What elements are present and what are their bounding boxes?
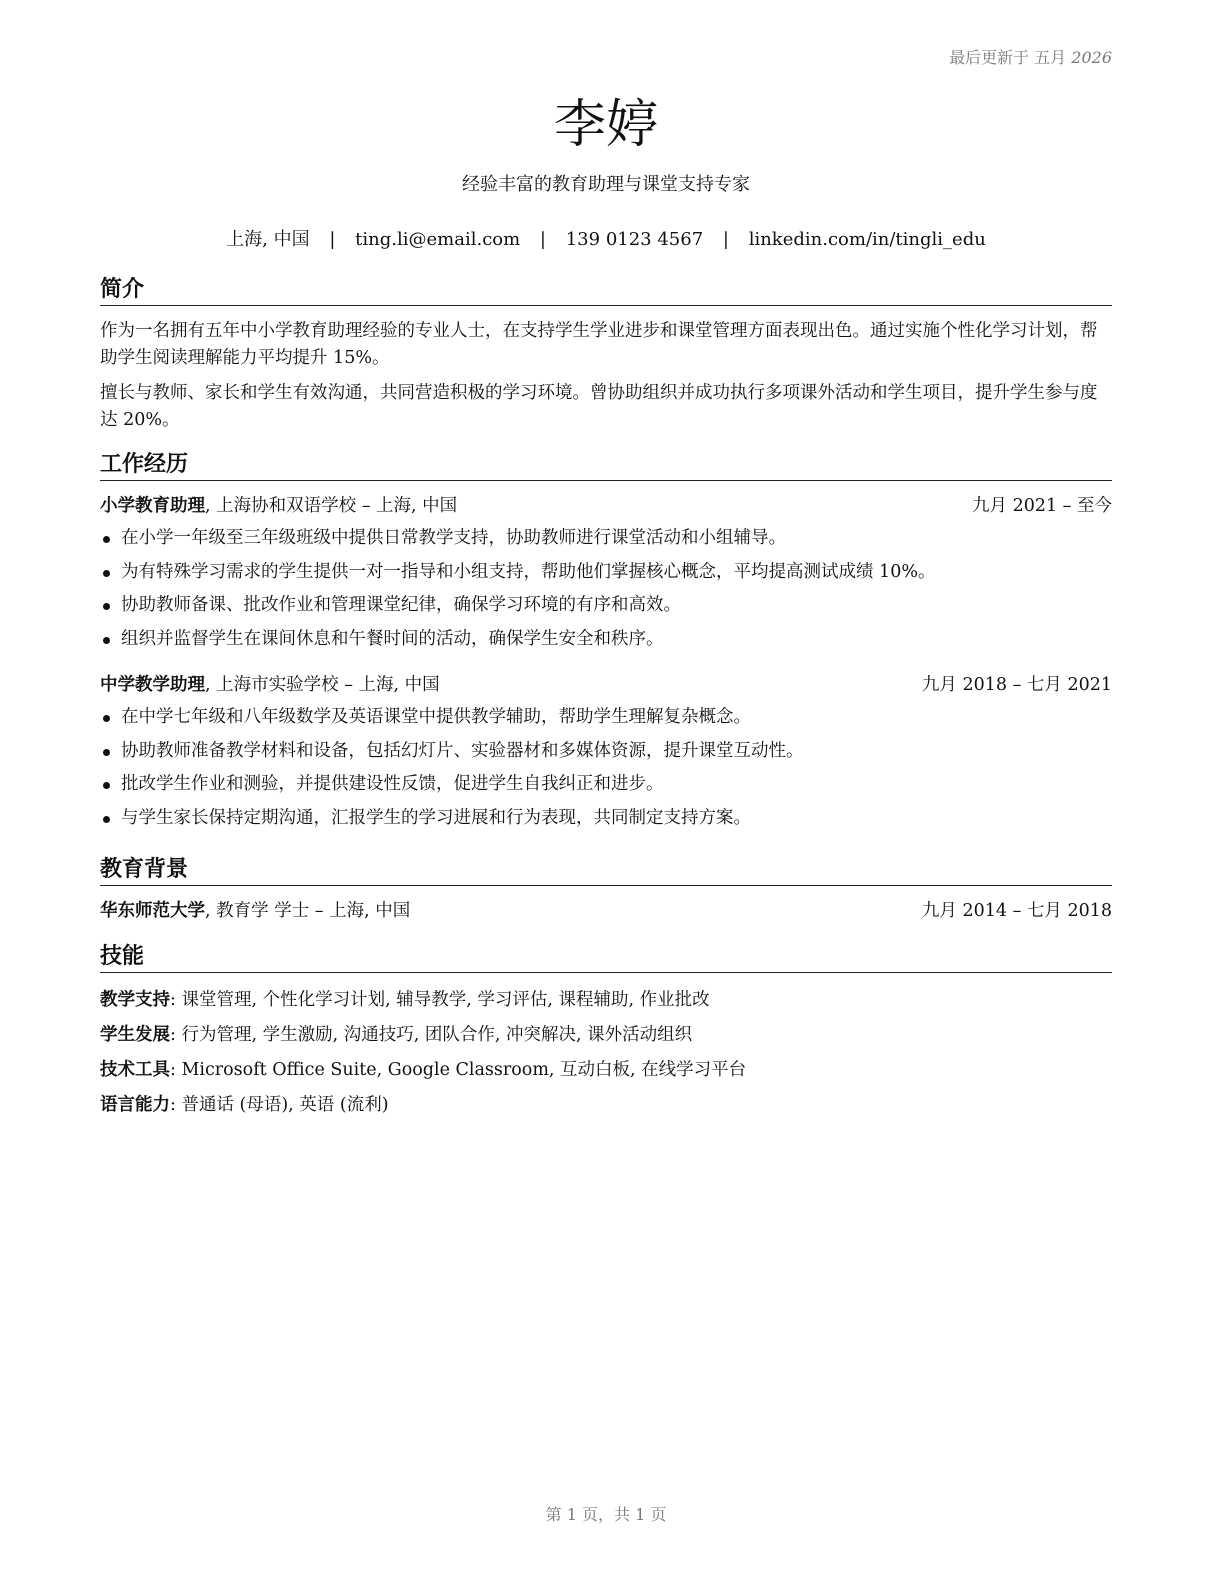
list-item: 与学生家长保持定期沟通，汇报学生的学习进展和行为表现，共同制定支持方案。 xyxy=(100,802,1112,836)
summary-paragraph: 擅长与教师、家长和学生有效沟通，共同营造积极的学习环境。曾协助组织并成功执行多项课外活动和学生项目，提升学生参与度达 20%。 xyxy=(100,383,1098,430)
skill-row xyxy=(100,1053,1112,1088)
education-school: 华东师范大学 xyxy=(100,901,205,921)
list-item: 协助教师准备教学材料和设备，包括幻灯片、实验器材和多媒体资源，提升课堂互动性。 xyxy=(100,735,1112,769)
skill-value: : 普通话 (母语), 英语 (流利) xyxy=(170,1095,389,1115)
skill-label: 语言能力 xyxy=(100,1095,170,1115)
education-dates: 九月 2014 – 七月 2018 xyxy=(921,901,1112,921)
list-item: 批改学生作业和测验，并提供建设性反馈，促进学生自我纠正和进步。 xyxy=(100,768,1112,802)
job-bullets xyxy=(100,522,1112,656)
list-item: 协助教师备课、批改作业和管理课堂纪律，确保学习环境的有序和高效。 xyxy=(100,589,1112,623)
last-updated xyxy=(949,45,1112,68)
skill-value: : 课堂管理, 个性化学习计划, 辅导教学, 学习评估, 课程辅助, 作业批改 xyxy=(170,990,710,1010)
list-item: 在小学一年级至三年级班级中提供日常教学支持，协助教师进行课堂活动和小组辅导。 xyxy=(100,522,1112,556)
contact-email[interactable]: ting.li@email.com xyxy=(355,229,521,250)
experience-section xyxy=(100,452,1112,835)
list-item: 为有特殊学习需求的学生提供一对一指导和小组支持，帮助他们掌握核心概念，平均提高测试成绩 10%。 xyxy=(100,556,1112,590)
section-title-summary: 简介 xyxy=(100,277,1112,306)
skill-label: 学生发展 xyxy=(100,1025,170,1045)
education-section xyxy=(100,857,1112,924)
education-line xyxy=(100,898,410,924)
last-updated-label: 最后更新于 五月 xyxy=(949,48,1067,67)
contact-line xyxy=(100,225,1112,251)
summary-paragraph: 作为一名拥有五年中小学教育助理经验的专业人士，在支持学生学业进步和课堂管理方面表现出色。通过实施个性化学习计划，帮助学生阅读理解能力平均提升 15%。 xyxy=(100,321,1098,368)
contact-location: 上海, 中国 xyxy=(226,229,310,250)
job-org: , 上海协和双语学校 – 上海, 中国 xyxy=(205,496,458,516)
last-updated-year: 2026 xyxy=(1071,48,1112,67)
candidate-subtitle: 经验丰富的教育助理与课堂支持专家 xyxy=(462,174,750,195)
job-header xyxy=(100,672,1112,698)
job-role: 小学教育助理 xyxy=(100,496,205,516)
candidate-name: 李婷 xyxy=(553,95,658,155)
job-dates: 九月 2018 – 七月 2021 xyxy=(921,675,1112,695)
contact-separator: | xyxy=(722,229,729,250)
job-bullets xyxy=(100,701,1112,835)
contact-separator: | xyxy=(539,229,546,250)
skill-row xyxy=(100,1018,1112,1053)
skills-list xyxy=(100,983,1112,1123)
job-title-line xyxy=(100,672,440,698)
resume-page xyxy=(100,0,1112,1584)
list-item: 在中学七年级和八年级数学及英语课堂中提供教学辅助，帮助学生理解复杂概念。 xyxy=(100,701,1112,735)
skills-section xyxy=(100,944,1112,1123)
job-role: 中学教学助理 xyxy=(100,675,205,695)
contact-phone: 139 0123 4567 xyxy=(565,229,704,250)
skill-row xyxy=(100,1088,1112,1123)
skill-label: 教学支持 xyxy=(100,990,170,1010)
skill-value: : Microsoft Office Suite, Google Classroom, 互动白板, 在线学习平台 xyxy=(170,1060,747,1080)
job-org: , 上海市实验学校 – 上海, 中国 xyxy=(205,675,440,695)
section-title-experience: 工作经历 xyxy=(100,452,1112,481)
education-detail: , 教育学 学士 – 上海, 中国 xyxy=(205,901,411,921)
job-header xyxy=(100,493,1112,519)
summary-section xyxy=(100,277,1112,434)
skill-label: 技术工具 xyxy=(100,1060,170,1080)
contact-linkedin[interactable]: linkedin.com/in/tingli_edu xyxy=(748,229,986,250)
page-number: 第 1 页，共 1 页 xyxy=(545,1505,667,1524)
contact-separator: | xyxy=(329,229,336,250)
education-entry xyxy=(100,898,1112,924)
skill-row xyxy=(100,983,1112,1018)
skill-value: : 行为管理, 学生激励, 沟通技巧, 团队合作, 冲突解决, 课外活动组织 xyxy=(170,1025,693,1045)
job-dates: 九月 2021 – 至今 xyxy=(972,496,1112,516)
list-item: 组织并监督学生在课间休息和午餐时间的活动，确保学生安全和秩序。 xyxy=(100,623,1112,657)
section-title-skills: 技能 xyxy=(100,944,1112,973)
section-title-education: 教育背景 xyxy=(100,857,1112,886)
job-title-line xyxy=(100,493,457,519)
